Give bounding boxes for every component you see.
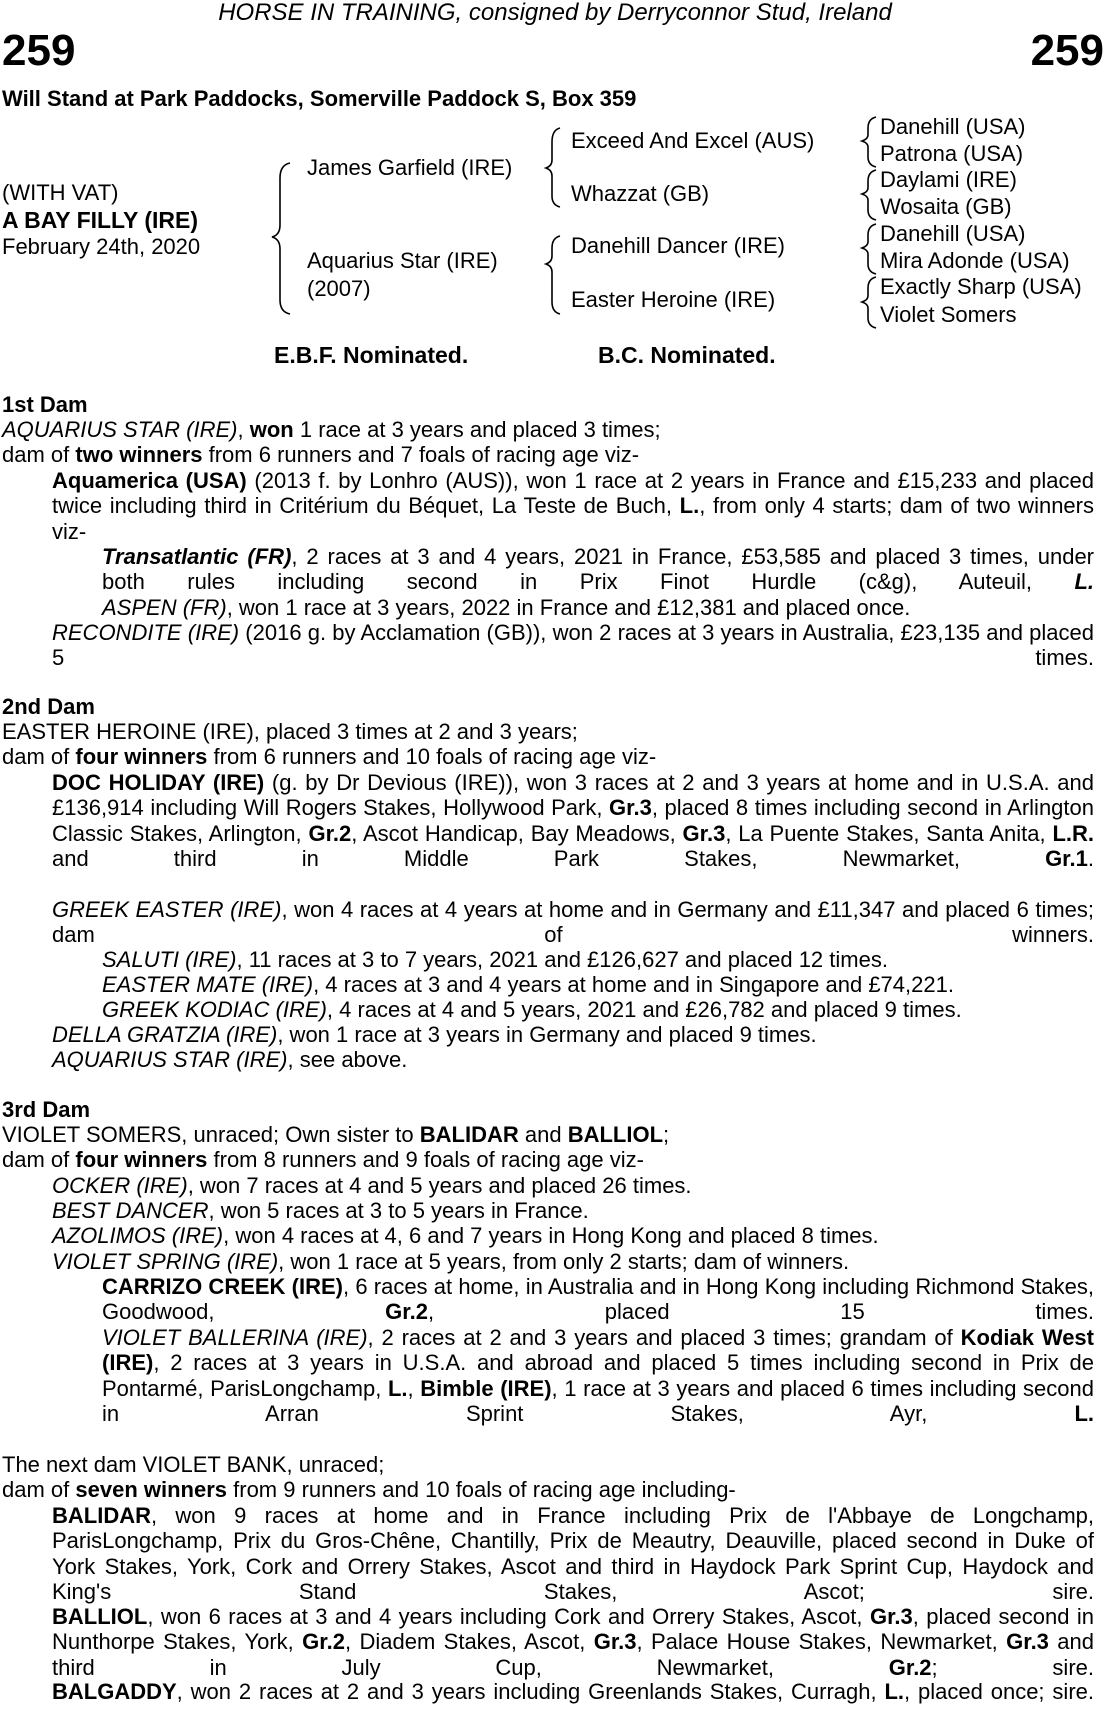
produce-entry: DELLA GRATZIA (IRE), won 1 race at 3 years in Germany and placed 9 times. <box>52 1022 817 1047</box>
sire-dam-dam: Wosaita (GB) <box>880 194 1012 219</box>
bracket-dd <box>862 277 876 328</box>
ebf-nomination: E.B.F. Nominated. <box>274 342 469 368</box>
dam-dam-dam: Violet Somers <box>880 302 1017 327</box>
dam-summary: The next dam VIOLET BANK, unraced; <box>2 1452 385 1477</box>
produce-entry: SALUTI (IRE), 11 races at 3 to 7 years, 2021 and £126,627 and placed 12 times. <box>102 947 888 972</box>
bc-nomination: B.C. Nominated. <box>598 342 776 368</box>
section-heading: 1st Dam <box>2 392 88 417</box>
section-heading: 2nd Dam <box>2 694 95 719</box>
foaling-date: February 24th, 2020 <box>2 234 201 259</box>
horse-name: A BAY FILLY (IRE) <box>2 207 198 233</box>
dam-summary: AQUARIUS STAR (IRE), won 1 race at 3 years and placed 3 times; <box>2 417 661 442</box>
dam-sire: Danehill Dancer (IRE) <box>571 233 785 258</box>
dam-sire-dam: Mira Adonde (USA) <box>880 248 1070 273</box>
sire-dam: Whazzat (GB) <box>571 181 710 206</box>
produce-entry: RECONDITE (IRE) (2016 g. by Acclamation (GB)), won 2 races at 3 years in Australia, £23,135 and placed 5 times. <box>52 620 1095 671</box>
produce-entry: GREEK KODIAC (IRE), 4 races at 4 and 5 years, 2021 and £26,782 and placed 9 times. <box>102 997 962 1022</box>
section-heading: 3rd Dam <box>2 1097 91 1122</box>
bracket-sd <box>862 170 876 220</box>
dam-dam: Easter Heroine (IRE) <box>571 287 776 312</box>
bracket-dam <box>546 236 560 314</box>
sire-dam-sire: Daylami (IRE) <box>880 167 1017 192</box>
pedigree-brackets <box>0 0 1110 340</box>
dam-summary: EASTER HEROINE (IRE), placed 3 times at 2 and 3 years; <box>2 719 578 744</box>
dam: Aquarius Star (IRE) <box>307 248 498 273</box>
produce-entry: AZOLIMOS (IRE), won 4 races at 4, 6 and 7 years in Hong Kong and placed 8 times. <box>52 1223 879 1248</box>
sire-sire-sire: Danehill (USA) <box>880 114 1026 139</box>
bracket-ss <box>862 117 876 167</box>
dam-summary: VIOLET SOMERS, unraced; Own sister to BALIDAR and BALLIOL; <box>2 1122 670 1147</box>
produce-entry: EASTER MATE (IRE), 4 races at 3 and 4 years at home and in Singapore and £74,221. <box>102 972 954 997</box>
stand-location: Will Stand at Park Paddocks, Somerville Paddock S, Box 359 <box>2 86 637 111</box>
produce-entry: CARRIZO CREEK (IRE), 6 races at home, in Australia and in Hong Kong including Richmond Stakes, Goodwood, Gr.2, placed 15 times. <box>102 1274 1094 1325</box>
produce-entry: VIOLET SPRING (IRE), won 1 race at 5 years, from only 2 starts; dam of winners. <box>52 1249 850 1274</box>
sire-sire-dam: Patrona (USA) <box>880 141 1024 166</box>
produce-entry: BEST DANCER, won 5 races at 3 to 5 years in France. <box>52 1198 589 1223</box>
dam-year: (2007) <box>307 276 371 301</box>
produce-entry: ASPEN (FR), won 1 race at 3 years, 2022 in France and £12,381 and placed once. <box>102 595 911 620</box>
dam-dam-sire: Exactly Sharp (USA) <box>880 274 1082 299</box>
produce-summary: dam of seven winners from 9 runners and 10 foals of racing age including- <box>2 1477 736 1502</box>
produce-entry: BALLIOL, won 6 races at 3 and 4 years including Cork and Orrery Stakes, Ascot, Gr.3, placed second in Nunthorpe Stakes, York, Gr.2, Diadem Stakes, Ascot, Gr.3, Palace House Stakes, Newmarket, Gr.3 and third in July Cup, Newmarket, Gr.2; sire. <box>52 1604 1095 1680</box>
dam-sire-sire: Danehill (USA) <box>880 221 1026 246</box>
produce-entry: BALIDAR, won 9 races at home and in France including Prix de l'Abbaye de Longchamp, ParisLongchamp, Prix du Gros-Chêne, Chantilly, Prix de Meautry, Deauville, placed second in Duke of York Stakes, York, Cork and Orrery Stakes, Ascot and third in Haydock Park Sprint Cup, Haydock and King's Stand Stakes, Ascot; sire. <box>52 1503 1094 1604</box>
produce-summary: dam of two winners from 6 runners and 7 foals of racing age viz- <box>2 442 640 467</box>
lot-number-left: 259 <box>2 26 76 75</box>
produce-summary: dam of four winners from 6 runners and 10 foals of racing age viz- <box>2 744 657 769</box>
produce-entry: GREEK EASTER (IRE), won 4 races at 4 years at home and in Germany and £11,347 and placed 6 times; dam of winners. <box>52 897 1095 948</box>
bracket-gen1 <box>272 163 290 314</box>
produce-entry: BALGADDY, won 2 races at 2 and 3 years including Greenlands Stakes, Curragh, L., placed once; sire. <box>52 1679 1094 1704</box>
produce-entry: VIOLET BALLERINA (IRE), 2 races at 2 and 3 years and placed 3 times; grandam of Kodiak West (IRE), 2 races at 3 years in U.S.A. and abroad and placed 5 times including second in Prix de Pontarmé, ParisLongchamp, L., Bimble (IRE), 1 race at 3 years and placed 6 times including second in Arran Sprint Stakes, Ayr, L. <box>102 1325 1094 1426</box>
produce-entry: Aquamerica (USA) (2013 f. by Lonhro (AUS)), won 1 race at 2 years in France and £15,233 and placed twice including third in Critérium du Béquet, La Teste de Buch, L., from only 4 starts; dam of two winners viz- <box>52 468 1094 544</box>
sire: James Garfield (IRE) <box>307 155 513 180</box>
produce-entry: DOC HOLIDAY (IRE) (g. by Dr Devious (IRE)), won 3 races at 2 and 3 years at home and in U.S.A. and £136,914 including Will Rogers Stakes, Hollywood Park, Gr.3, placed 8 times including second in Arlington Classic Stakes, Arlington, Gr.2, Ascot Handicap, Bay Meadows, Gr.3, La Puente Stakes, Santa Anita, L.R. and third in Middle Park Stakes, Newmarket, Gr.1. <box>52 770 1095 871</box>
vat-note: (WITH VAT) <box>2 180 119 205</box>
produce-entry: OCKER (IRE), won 7 races at 4 and 5 years and placed 26 times. <box>52 1173 692 1198</box>
bracket-ds <box>862 224 876 274</box>
produce-summary: dam of four winners from 8 runners and 9 foals of racing age viz- <box>2 1147 644 1172</box>
produce-entry: AQUARIUS STAR (IRE), see above. <box>52 1047 408 1072</box>
consignor-line: HORSE IN TRAINING, consigned by Derryconnor Stud, Ireland <box>218 0 892 26</box>
bracket-sire <box>546 128 560 207</box>
sire-sire: Exceed And Excel (AUS) <box>571 128 815 153</box>
produce-entry: Transatlantic (FR), 2 races at 3 and 4 years, 2021 in France, £53,585 and placed 3 times, under both rules including second in Prix Finot Hurdle (c&g), Auteuil, L. <box>102 544 1095 595</box>
lot-number-right: 259 <box>1030 26 1104 75</box>
